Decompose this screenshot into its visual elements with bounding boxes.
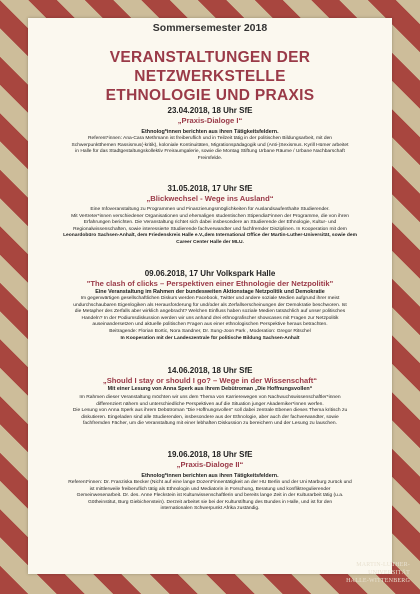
event-description-line: auseinandersetzen und aktuelle politischen Fragen aus einer ethnologischen Perspektive heraus betrachten. <box>92 322 328 328</box>
event-subtitle: Ethnolog*innen berichten aus ihren Tätigkeitsfeldern. <box>141 473 279 479</box>
event-description-line: internationalen Schwerpunkt Afrika zuständig. <box>160 506 260 512</box>
headline-line: VERANSTALTUNGEN DER <box>109 49 311 66</box>
event-description-line: Handeln? In der Podiumsdiskussion werden wir uns anhand drei ethnografischer showcases mit Fragen zur Netzpolitik <box>81 315 339 321</box>
event-description-line: Erfahrungen berichten. Die Veranstaltung richtet sich dabei insbesondere an Studierende der Ethnologie, Kultur- und <box>83 220 337 226</box>
event-date: 14.06.2018, 18 Uhr SfE <box>167 366 253 375</box>
logo-line: MARTIN-LUTHER-UNIVERSITÄT <box>356 562 410 576</box>
event-description-line: Im gegenwärtigen gesellschaftlichen Diskurs werden Facebook, Twitter und andere soziale Medien aufgrund ihrer meist <box>80 296 340 301</box>
semester-label: Sommersemester 2018 <box>152 22 268 34</box>
event-subtitle: Ethnolog*innen berichten aus ihren Tätigkeitsfeldern. <box>141 129 279 135</box>
event-subtitle: Eine Veranstaltung im Rahmen der bundesweiten Aktionstage Netzpolitik und Demokratie <box>95 289 325 295</box>
event-description-line: Eine Infoveranstaltung zu Programmen und Finanzierungsmöglichkeiten für Auslandsaufenthalte Studierender. <box>90 207 330 212</box>
event-description-line: Beitragende: Florian Bortic, Nora Sandner, Dr. Sung-Joon Park , Moderation: Gregor Ritschel <box>109 328 311 334</box>
event-description-line: In Kooperation mit der Landeszentrale für politische Bildung Sachsen-Anhalt <box>120 335 300 341</box>
event-description-line: fachfremden Fächer, um die Veranstaltung mit einer lebhaften Diskussion zu bereichern und der Lesung zu lauschen. <box>83 421 337 427</box>
event-title: „Praxis-Dialoge I“ <box>177 116 243 125</box>
event-date: 23.04.2018, 18 Uhr SfE <box>167 106 253 115</box>
headline-line: NETZWERKSTELLE <box>134 68 286 85</box>
event-description-line: undurchschaubaren Eigenlogiken als Herausforderung für und/oder als Zerfallserscheinungen der Demokratie beschworen. Ist <box>73 302 347 308</box>
event-title: „Blickwechsel - Wege ins Ausland“ <box>146 194 274 203</box>
event-description-line: Career Center Halle der MLU. <box>176 239 244 245</box>
poster-paper <box>28 18 392 574</box>
event-date: 31.05.2018, 17 Uhr SfE <box>167 184 253 193</box>
event-date: 09.06.2018, 17 Uhr Volkspark Halle <box>144 269 276 278</box>
event-subtitle: Mit einer Lesung von Anna Sperk aus ihrem Debütroman „Die Hoffnungsvollen“ <box>107 386 313 392</box>
event-title: „Praxis-Dialoge II“ <box>176 460 244 469</box>
logo-line: HALLE-WITTENBERG <box>346 578 410 584</box>
event-description-line: Gemeinwesenarbeit. Dr. des. Anne Fleckstein ist Kulturwissenschaftlerin und bereits lange Zeit in der Kulturarbeit tätig (u.a. <box>76 493 344 499</box>
poster-headline <box>28 48 392 105</box>
event-block <box>36 106 384 162</box>
event-description-line: in Halle für das Stadtgestaltungskollektiv Freiraumgalerie, sowie die Montag Stiftung Urbane Räume / Urbane Nachbarschaft <box>75 149 345 155</box>
university-logo <box>338 561 410 585</box>
event-description-line: Mit Vertreter*innen verschiedener Organisationen und ehemaligen studentischen Stipendiat*innen der Programme, die von ihren <box>71 213 349 219</box>
event-description-line: Schwerpunktthemen Rassismus(-kritik), koloniale Kontinuitäten, Migrationspädagogik und (Anti-)Sexismus. Kyrill Hümer arbeitet <box>71 142 349 148</box>
event-title: „Should I stay or should I go? – Wege in der Wissenschaft“ <box>102 376 318 385</box>
event-block <box>36 366 384 428</box>
event-block <box>36 184 384 247</box>
event-date: 19.06.2018, 18 Uhr SfE <box>167 450 253 459</box>
event-description-line: diskutieren. Eingeladen sind alle Studierenden, insbesondere aus der Ethnologie, aber auch der fachverwandter, sowie <box>81 414 339 420</box>
event-description-line: Freimfelde. <box>197 155 223 161</box>
event-description-line: Referent*innen: Ana-Cara Methmann ist freiberuflich und in Teilzeit tätig in der politischen Bildungsarbeit, mit den <box>87 136 333 141</box>
event-description-line: Leonardobüro Sachsen-Anhalt, dem Friedenskreis Halle e.V.,dem International Office der Martin-Luther-Universität, sowie dem <box>63 233 357 239</box>
event-block <box>36 269 384 342</box>
event-description-line: Referent*innen: Dr. Franziska Becker (Nicht auf eine lange Dozent*innentätigkeit an der HU Berlin und der Uni Marburg zurück und <box>68 480 352 485</box>
event-title: "The clash of clicks – Perspektiven einer Ethnologie der Netzpolitik" <box>86 279 334 288</box>
event-description-line: Im Rahmen dieser Veranstaltung möchten wir uns dem Thema von Karrierewegen von Nachwuchswissenschaftler*innen <box>79 395 341 400</box>
event-description-line: ist mittlerweile freiberuflich tätig als Ethnologin und Mediatorin in Forschung, Beratung und konfliktregulierender <box>89 486 331 492</box>
event-description-line: Regionalwissenschaften, sowie interessierte Studierende fachverwandter und fachfremder Disziplinen. In Kooperation mit dem <box>73 226 347 232</box>
event-description-line: differenziert nähern und unterschiedliche Perspektiven auf die Situation junger Akademiker*innen werfen. <box>96 401 324 407</box>
event-block <box>36 450 384 513</box>
event-description-line: Götheinstitut, Burg Giebichenstein). Derzeit arbeitet sie bei der Kulturstiftung des Bundes in Halle, und ist für den <box>87 499 333 505</box>
event-description-line: die Metapher des Zerfalls aber wirklich angebracht? Welchen Einfluss haben soziale Medien tatsächlich auf unser politisches <box>74 309 346 315</box>
headline-line: ETHNOLOGIE UND PRAXIS <box>105 87 315 104</box>
event-description-line: Die Lesung von Anna Sperk aus ihrem Debütroman "Die Hoffnungsvollen" soll dabei zentrale Ebenen dieses Thema kritisch zu <box>72 408 348 414</box>
